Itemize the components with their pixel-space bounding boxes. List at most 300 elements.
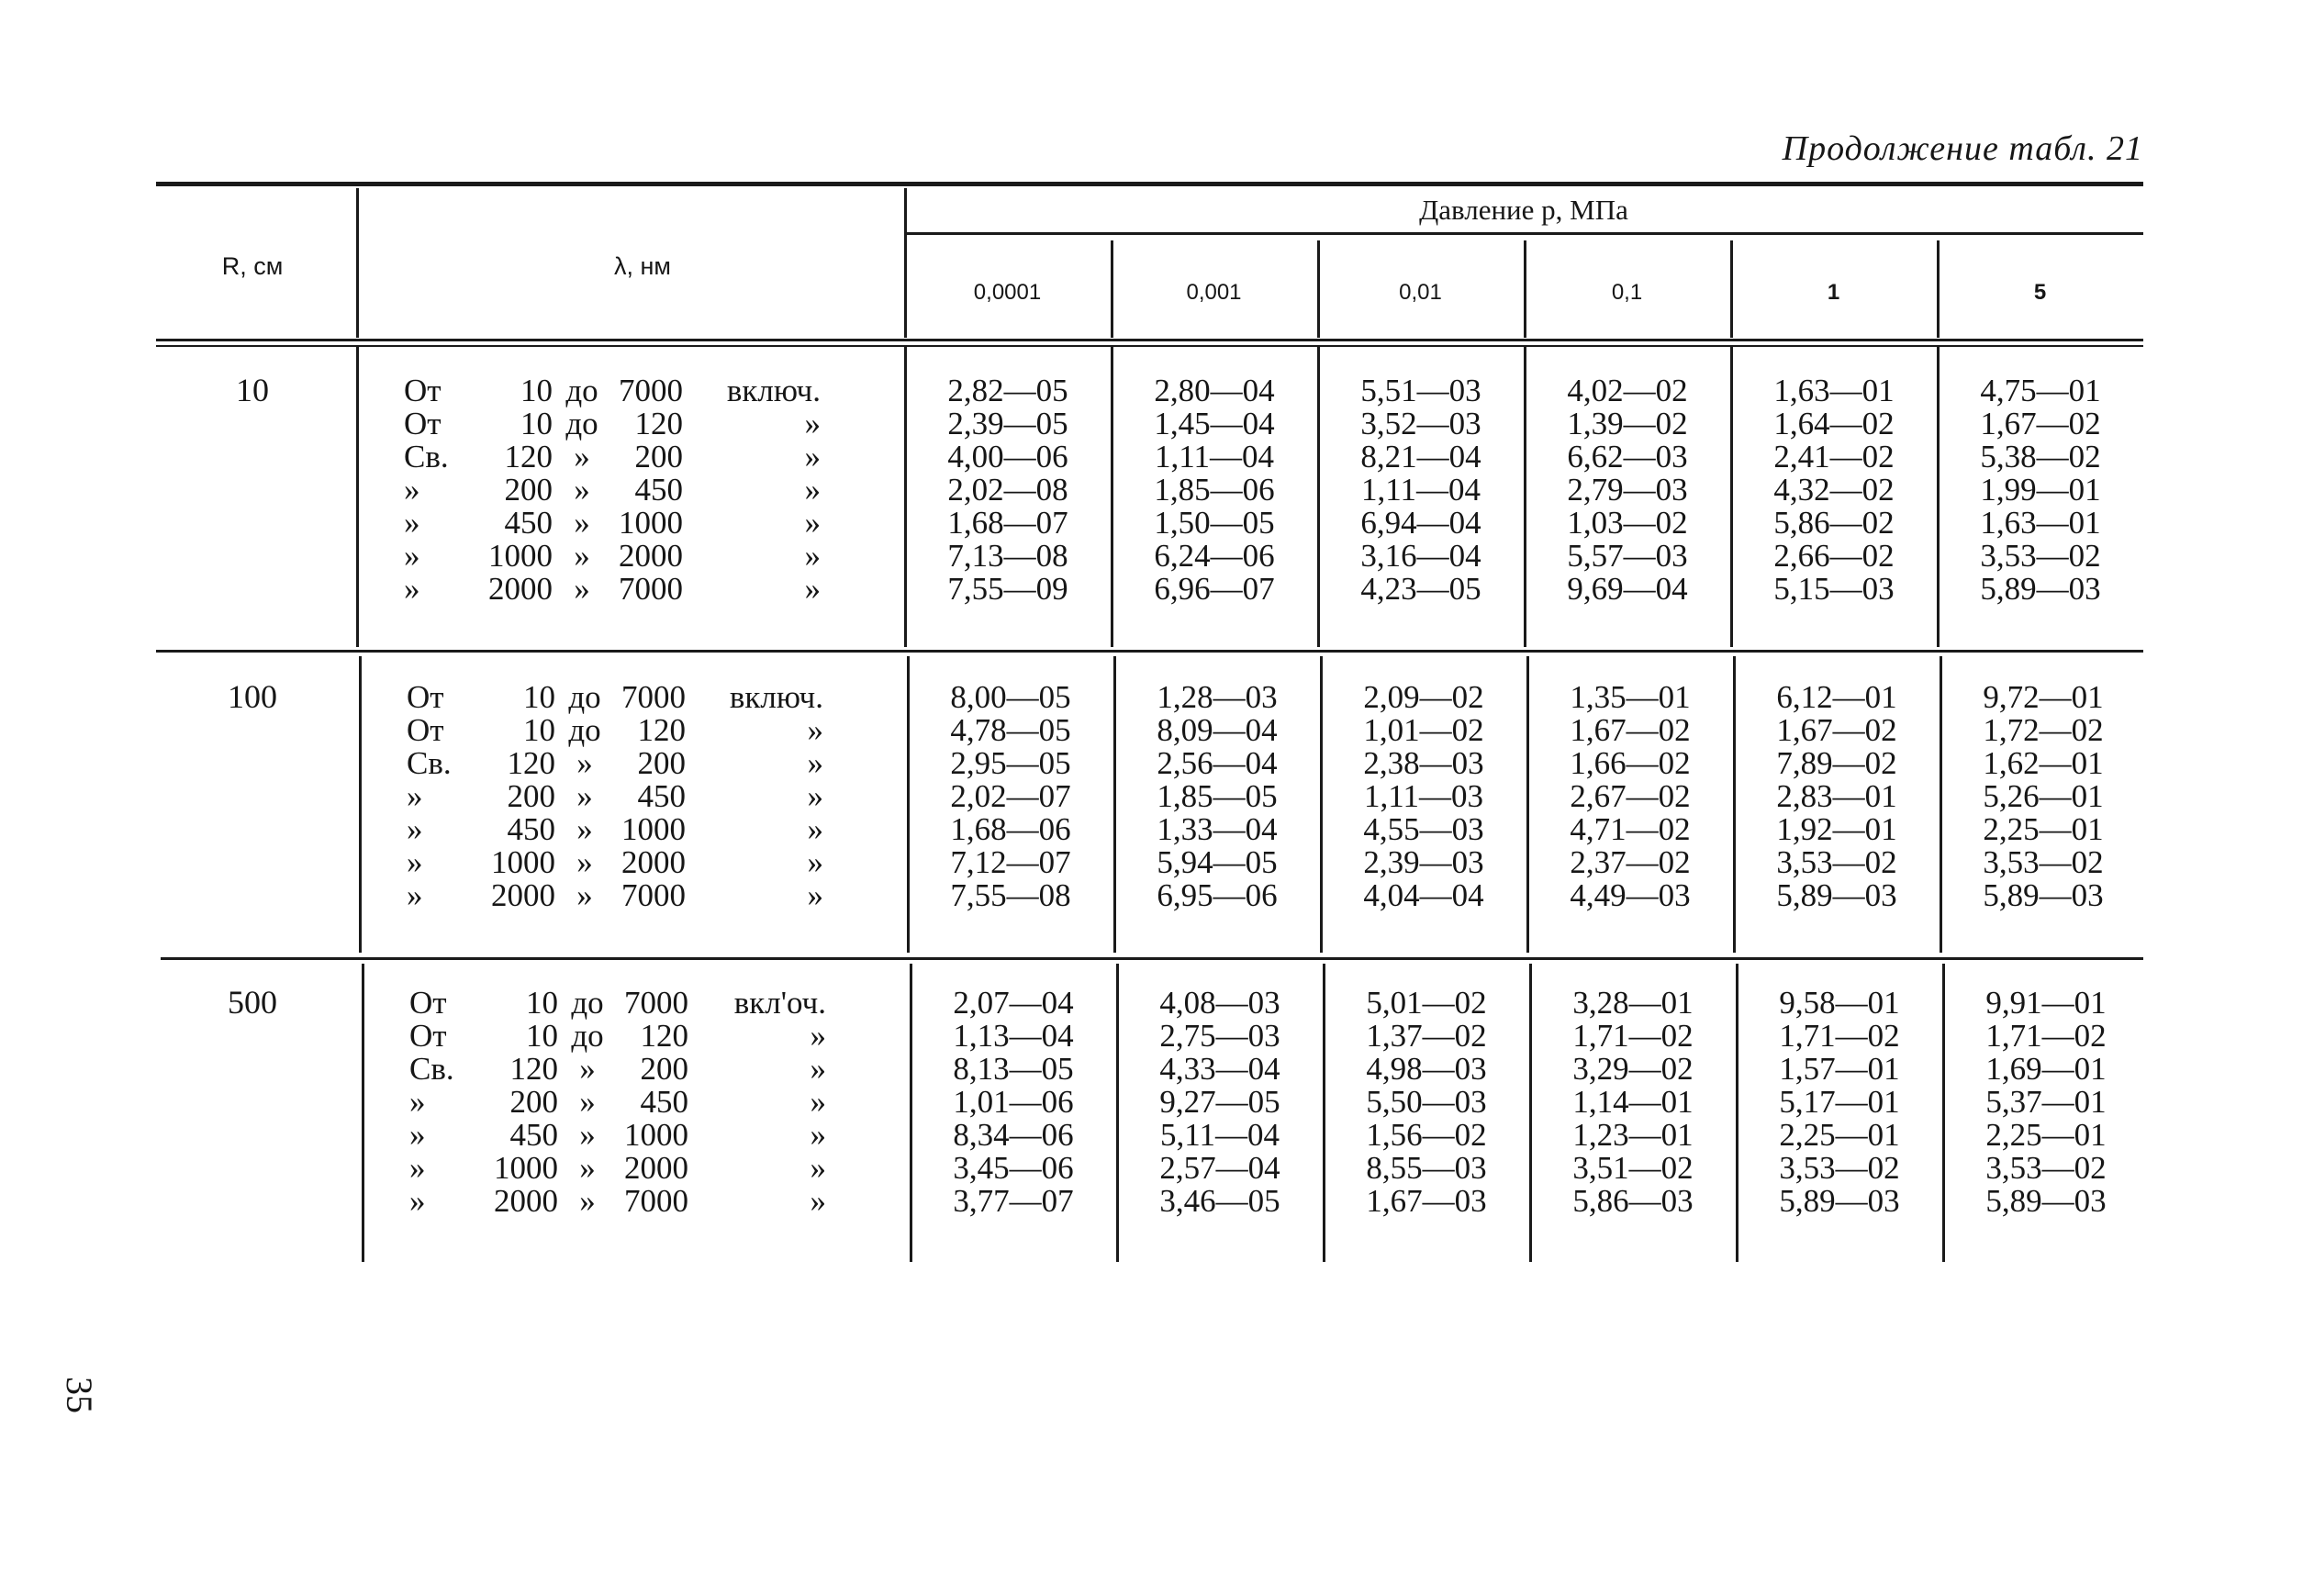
range-part: » [404, 472, 420, 508]
table-cell: 2,75—03 [1159, 1018, 1280, 1054]
range-part: » [404, 538, 420, 574]
table-cell: 1,39—02 [1567, 406, 1688, 441]
range-part: » [404, 505, 420, 541]
table-cell: 2,57—04 [1159, 1150, 1280, 1186]
range-part: » [807, 877, 823, 913]
range-part: » [409, 1183, 426, 1219]
range-part: 7000 [619, 571, 683, 607]
table-cell: 1,68—07 [947, 505, 1068, 541]
table-cell: 1,50—05 [1154, 505, 1275, 541]
range-part: » [807, 778, 823, 814]
range-part: до [565, 373, 598, 408]
wavelength-range-row [404, 374, 821, 407]
range-part: 10 [526, 985, 558, 1021]
range-part: » [574, 538, 590, 574]
table-cell: 1,23—01 [1572, 1117, 1694, 1153]
table-cell: 5,26—01 [1983, 778, 2104, 814]
range-part: 7000 [624, 1183, 688, 1219]
range-part: 2000 [621, 844, 686, 880]
table-cell: 1,71—02 [1985, 1018, 2107, 1054]
table-cell: 1,37—02 [1366, 1018, 1487, 1054]
table-cell: 6,94—04 [1360, 505, 1481, 541]
range-part: Св. [407, 745, 452, 781]
pressure-column-header: 0,001 [1186, 280, 1242, 305]
pressure-column-header: 5 [2033, 280, 2047, 305]
range-part: » [804, 406, 821, 441]
table-cell: 7,13—08 [947, 538, 1068, 574]
table-cell: 2,82—05 [947, 373, 1068, 408]
r-value: 100 [228, 678, 277, 715]
table-cell: 5,94—05 [1157, 844, 1278, 880]
value-column [1323, 681, 1525, 912]
wavelength-range-row [404, 507, 821, 540]
range-part: » [576, 877, 593, 913]
table-cell: 1,64—02 [1773, 406, 1895, 441]
range-part: 120 [509, 1051, 558, 1087]
table-cell: 1,62—01 [1983, 745, 2104, 781]
table-cell: 4,49—03 [1570, 877, 1691, 913]
table-cell: 5,89—03 [1779, 1183, 1900, 1219]
table-cell: 8,09—04 [1157, 712, 1278, 748]
range-part: 1000 [619, 505, 683, 541]
table-cell: 3,53—02 [1980, 538, 2101, 574]
range-part: 2000 [494, 1183, 558, 1219]
table-cell: 1,71—02 [1779, 1018, 1900, 1054]
range-part: 450 [634, 472, 683, 508]
range-part: 1000 [621, 811, 686, 847]
range-part: » [579, 1084, 596, 1120]
range-part: » [579, 1051, 596, 1087]
table-cell: 1,13—04 [953, 1018, 1074, 1054]
table-cell: 1,72—02 [1983, 712, 2104, 748]
wavelength-range-row [404, 540, 821, 573]
table-cell: 9,72—01 [1983, 679, 2104, 715]
table-cell: 4,08—03 [1159, 985, 1280, 1021]
range-part: 10 [523, 679, 555, 715]
pressure-column-header: 0,1 [1611, 280, 1643, 305]
range-part: » [807, 712, 823, 748]
range-part: 120 [634, 406, 683, 441]
r-column-header: R, см [221, 252, 284, 280]
range-part: » [576, 745, 593, 781]
table-cell: 9,91—01 [1985, 985, 2107, 1021]
wavelength-range-row [407, 813, 823, 846]
range-part: 450 [504, 505, 553, 541]
table-cell: 5,11—04 [1160, 1117, 1280, 1153]
table-cell: 4,75—01 [1980, 373, 2101, 408]
value-column [1736, 681, 1938, 912]
range-part: 450 [637, 778, 686, 814]
r-value: 500 [228, 984, 277, 1021]
table-cell: 2,38—03 [1363, 745, 1484, 781]
table-cell: 3,52—03 [1360, 406, 1481, 441]
table-cell: 5,86—02 [1773, 505, 1895, 541]
value-column [912, 987, 1114, 1218]
range-part: 450 [640, 1084, 688, 1120]
range-part: » [810, 1018, 826, 1054]
table-cell: 2,07—04 [953, 985, 1074, 1021]
table-cell: 2,09—02 [1363, 679, 1484, 715]
table-cell: 4,98—03 [1366, 1051, 1487, 1087]
wavelength-range-row [404, 407, 821, 441]
range-part: 10 [520, 373, 553, 408]
table-cell: 1,01—02 [1363, 712, 1484, 748]
table-cell: 8,55—03 [1366, 1150, 1487, 1186]
table-cell: 5,89—03 [1776, 877, 1897, 913]
table-cell: 8,00—05 [950, 679, 1071, 715]
range-part: » [810, 1117, 826, 1153]
range-part: 120 [637, 712, 686, 748]
range-part: » [807, 811, 823, 847]
group-separator-rule [161, 957, 2143, 960]
value-column [1529, 681, 1731, 912]
range-part: до [568, 679, 601, 715]
table-cell: 1,67—02 [1570, 712, 1691, 748]
table-cell: 1,01—06 [953, 1084, 1074, 1120]
table-cell: 1,45—04 [1154, 406, 1275, 441]
range-part: » [574, 472, 590, 508]
table-caption: Продолжение табл. 21 [1782, 129, 2143, 168]
wavelength-range-list [409, 987, 826, 1218]
table-cell: 3,53—02 [1776, 844, 1897, 880]
table-cell: 1,67—02 [1980, 406, 2101, 441]
table-cell: 1,85—05 [1157, 778, 1278, 814]
range-part: 1000 [488, 538, 553, 574]
table-cell: 3,16—04 [1360, 538, 1481, 574]
table-cell: 7,55—08 [950, 877, 1071, 913]
range-part: 7000 [621, 679, 686, 715]
table-cell: 3,28—01 [1572, 985, 1694, 1021]
range-part: 120 [504, 439, 553, 474]
table-cell: 5,38—02 [1980, 439, 2101, 474]
value-column [1945, 987, 2147, 1218]
range-part: 10 [526, 1018, 558, 1054]
table-cell: 1,57—01 [1779, 1051, 1900, 1087]
range-part: » [810, 1051, 826, 1087]
column-divider [362, 964, 364, 1262]
header-bottom-rule [156, 339, 2143, 341]
table-cell: 2,39—03 [1363, 844, 1484, 880]
column-divider [904, 188, 907, 338]
top-rule [156, 182, 2143, 186]
table-cell: 2,80—04 [1154, 373, 1275, 408]
range-part: » [579, 1183, 596, 1219]
range-part: 120 [507, 745, 555, 781]
page-number: 35 [59, 1377, 100, 1413]
lambda-column-header: λ, нм [614, 252, 671, 280]
table-cell: 1,68—06 [950, 811, 1071, 847]
wavelength-range-row [404, 441, 821, 474]
table-cell: 2,02—07 [950, 778, 1071, 814]
range-part: » [807, 844, 823, 880]
range-part: » [574, 505, 590, 541]
range-part: » [574, 571, 590, 607]
table-cell: 1,66—02 [1570, 745, 1691, 781]
range-part: » [579, 1117, 596, 1153]
table-cell: 4,04—04 [1363, 877, 1484, 913]
table-cell: 5,57—03 [1567, 538, 1688, 574]
pressure-header: Давление p, МПа [1419, 194, 1628, 226]
table-cell: 4,33—04 [1159, 1051, 1280, 1087]
wavelength-range-list [404, 374, 821, 606]
range-part: » [407, 844, 423, 880]
range-part: » [409, 1084, 426, 1120]
table-cell: 1,03—02 [1567, 505, 1688, 541]
table-cell: 2,25—01 [1779, 1117, 1900, 1153]
range-part: От [409, 985, 447, 1021]
table-cell: 2,66—02 [1773, 538, 1895, 574]
value-column [1733, 374, 1935, 606]
table-cell: 1,71—02 [1572, 1018, 1694, 1054]
table-cell: 1,63—01 [1773, 373, 1895, 408]
range-part: вкл'оч. [733, 985, 826, 1021]
range-part: » [576, 844, 593, 880]
range-part: От [409, 1018, 447, 1054]
table-cell: 1,67—02 [1776, 712, 1897, 748]
table-cell: 3,53—02 [1985, 1150, 2107, 1186]
range-part: » [810, 1084, 826, 1120]
range-part: » [579, 1150, 596, 1186]
range-part: 7000 [624, 985, 688, 1021]
table-cell: 5,37—01 [1985, 1084, 2107, 1120]
table-cell: 1,11—03 [1364, 778, 1483, 814]
table-cell: 1,85—06 [1154, 472, 1275, 508]
table-cell: 9,69—04 [1567, 571, 1688, 607]
range-part: » [810, 1150, 826, 1186]
table-cell: 6,12—01 [1776, 679, 1897, 715]
range-part: » [404, 571, 420, 607]
value-column [1325, 987, 1527, 1218]
table-cell: 5,01—02 [1366, 985, 1487, 1021]
table-cell: 1,67—03 [1366, 1183, 1487, 1219]
table-cell: 6,24—06 [1154, 538, 1275, 574]
range-part: включ. [726, 373, 821, 408]
table-cell: 4,55—03 [1363, 811, 1484, 847]
range-part: 200 [640, 1051, 688, 1087]
range-part: 1000 [491, 844, 555, 880]
table-cell: 4,71—02 [1570, 811, 1691, 847]
table-cell: 4,02—02 [1567, 373, 1688, 408]
range-part: 10 [520, 406, 553, 441]
wavelength-range-row [407, 681, 823, 714]
table-cell: 6,95—06 [1157, 877, 1278, 913]
table-cell: 2,79—03 [1567, 472, 1688, 508]
table-cell: 9,58—01 [1779, 985, 1900, 1021]
value-column [1320, 374, 1522, 606]
range-part: » [804, 439, 821, 474]
pressure-rule [904, 232, 2143, 235]
range-part: От [407, 679, 444, 715]
range-part: » [576, 811, 593, 847]
range-part: Св. [404, 439, 449, 474]
pressure-column-header: 0,0001 [973, 280, 1042, 305]
table-cell: 1,56—02 [1366, 1117, 1487, 1153]
value-column [1738, 987, 1940, 1218]
range-part: 10 [523, 712, 555, 748]
range-part: 2000 [624, 1150, 688, 1186]
table-cell: 9,27—05 [1159, 1084, 1280, 1120]
table-cell: 5,89—03 [1980, 571, 2101, 607]
range-part: 120 [640, 1018, 688, 1054]
wavelength-range-row [409, 1185, 826, 1218]
table-cell: 5,89—03 [1983, 877, 2104, 913]
table-cell: 1,69—01 [1985, 1051, 2107, 1087]
wavelength-range-row [407, 879, 823, 912]
value-column [1526, 374, 1728, 606]
range-part: до [571, 985, 604, 1021]
table-cell: 3,45—06 [953, 1150, 1074, 1186]
table-cell: 2,25—01 [1983, 811, 2104, 847]
range-part: От [404, 373, 442, 408]
value-column [910, 681, 1112, 912]
table-cell: 1,35—01 [1570, 679, 1691, 715]
value-column [1113, 374, 1315, 606]
wavelength-range-row [407, 747, 823, 780]
table-cell: 1,11—04 [1361, 472, 1481, 508]
wavelength-range-row [407, 780, 823, 813]
table-cell: 1,92—01 [1776, 811, 1897, 847]
wavelength-range-row [409, 987, 826, 1020]
range-part: 200 [634, 439, 683, 474]
range-part: 2000 [619, 538, 683, 574]
table-cell: 8,13—05 [953, 1051, 1074, 1087]
range-part: 200 [509, 1084, 558, 1120]
wavelength-range-list [407, 681, 823, 912]
wavelength-range-row [409, 1053, 826, 1086]
table-cell: 4,23—05 [1360, 571, 1481, 607]
wavelength-range-row [404, 474, 821, 507]
wavelength-range-row [409, 1020, 826, 1053]
range-part: 2000 [488, 571, 553, 607]
range-part: 2000 [491, 877, 555, 913]
value-column [1119, 987, 1321, 1218]
range-part: 1000 [494, 1150, 558, 1186]
range-part: » [407, 877, 423, 913]
column-divider [1730, 240, 1733, 338]
table-cell: 2,37—02 [1570, 844, 1691, 880]
table-cell: 4,78—05 [950, 712, 1071, 748]
range-part: » [409, 1150, 426, 1186]
table-cell: 2,39—05 [947, 406, 1068, 441]
range-part: » [804, 571, 821, 607]
table-cell: 8,21—04 [1360, 439, 1481, 474]
column-divider [356, 188, 359, 338]
group-separator-rule [156, 650, 2143, 653]
table-cell: 1,33—04 [1157, 811, 1278, 847]
range-part: » [810, 1183, 826, 1219]
range-part: » [576, 778, 593, 814]
pressure-column-header: 0,01 [1399, 280, 1442, 305]
table-cell: 1,28—03 [1157, 679, 1278, 715]
table-cell: 3,29—02 [1572, 1051, 1694, 1087]
table-cell: 5,89—03 [1985, 1183, 2107, 1219]
table-cell: 3,53—02 [1983, 844, 2104, 880]
table-cell: 7,55—09 [947, 571, 1068, 607]
range-part: 450 [507, 811, 555, 847]
column-divider [1937, 240, 1940, 338]
column-divider [359, 656, 362, 953]
table-cell: 4,00—06 [947, 439, 1068, 474]
table-cell: 3,77—07 [953, 1183, 1074, 1219]
table-cell: 5,50—03 [1366, 1084, 1487, 1120]
value-column [1532, 987, 1734, 1218]
wavelength-range-row [409, 1152, 826, 1185]
wavelength-range-row [407, 846, 823, 879]
r-value: 10 [236, 372, 269, 408]
column-divider [1524, 240, 1526, 338]
range-part: » [804, 472, 821, 508]
table-cell: 2,95—05 [950, 745, 1071, 781]
table-cell: 1,99—01 [1980, 472, 2101, 508]
range-part: » [807, 745, 823, 781]
table-cell: 6,62—03 [1567, 439, 1688, 474]
wavelength-range-row [404, 573, 821, 606]
table-cell: 2,02—08 [947, 472, 1068, 508]
range-part: » [574, 439, 590, 474]
range-part: » [804, 538, 821, 574]
value-column [907, 374, 1109, 606]
header-bottom-rule-2 [156, 345, 2143, 347]
range-part: От [407, 712, 444, 748]
range-part: » [409, 1117, 426, 1153]
table-cell: 6,96—07 [1154, 571, 1275, 607]
table-cell: 5,17—01 [1779, 1084, 1900, 1120]
range-part: » [407, 811, 423, 847]
column-divider [1111, 240, 1113, 338]
wavelength-range-row [409, 1086, 826, 1119]
range-part: включ. [729, 679, 823, 715]
range-part: до [565, 406, 598, 441]
table-cell: 1,11—04 [1155, 439, 1274, 474]
value-column [1940, 374, 2141, 606]
table-cell: 5,86—03 [1572, 1183, 1694, 1219]
range-part: 200 [504, 472, 553, 508]
table-cell: 2,56—04 [1157, 745, 1278, 781]
range-part: 200 [507, 778, 555, 814]
table-cell: 3,53—02 [1779, 1150, 1900, 1186]
table-cell: 7,89—02 [1776, 745, 1897, 781]
table-cell: 1,63—01 [1980, 505, 2101, 541]
table-cell: 3,51—02 [1572, 1150, 1694, 1186]
table-cell: 2,67—02 [1570, 778, 1691, 814]
table-cell: 2,25—01 [1985, 1117, 2107, 1153]
table-cell: 5,51—03 [1360, 373, 1481, 408]
range-part: 450 [509, 1117, 558, 1153]
table-cell: 8,34—06 [953, 1117, 1074, 1153]
column-divider [356, 347, 359, 647]
range-part: 7000 [621, 877, 686, 913]
column-divider [1317, 240, 1320, 338]
pressure-column-header: 1 [1827, 280, 1840, 305]
range-part: Св. [409, 1051, 454, 1087]
table-cell: 7,12—07 [950, 844, 1071, 880]
table-cell: 1,14—01 [1572, 1084, 1694, 1120]
value-column [1116, 681, 1318, 912]
table-cell: 2,41—02 [1773, 439, 1895, 474]
range-part: 1000 [624, 1117, 688, 1153]
range-part: » [804, 505, 821, 541]
range-part: » [407, 778, 423, 814]
range-part: до [571, 1018, 604, 1054]
range-part: до [568, 712, 601, 748]
range-part: 200 [637, 745, 686, 781]
wavelength-range-row [409, 1119, 826, 1152]
wavelength-range-row [407, 714, 823, 747]
value-column [1942, 681, 2144, 912]
table-cell: 5,15—03 [1773, 571, 1895, 607]
range-part: От [404, 406, 442, 441]
table-cell: 2,83—01 [1776, 778, 1897, 814]
